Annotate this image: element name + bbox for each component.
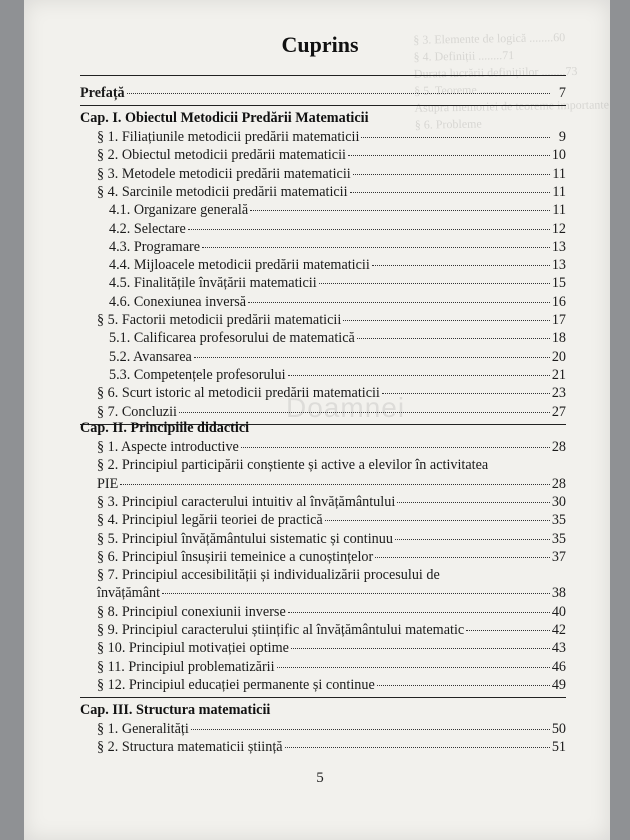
entry-page: 38 (551, 585, 566, 602)
entry-page: 11 (552, 165, 566, 182)
section-divider (80, 75, 566, 76)
entry-title: 4.1. Organizare generală (109, 202, 249, 219)
dot-leader (127, 93, 550, 94)
toc-entry (97, 166, 566, 183)
entry-title-line1: § 2. Principiul participării conștiente și active a elevilor în activitatea (97, 457, 489, 474)
dot-leader (325, 520, 550, 521)
toc-entry (97, 721, 566, 738)
bleed-through-line: Durata lucrării definițiilor ........73 (413, 63, 578, 81)
entry-title: § 5. Factorii metodicii predării matematicii (97, 312, 342, 328)
page-number: 5 (316, 770, 324, 786)
dot-leader (179, 412, 550, 413)
toc-entry (97, 147, 566, 164)
dot-leader (395, 539, 550, 540)
toc-entry (109, 294, 566, 311)
toc-entry (97, 622, 566, 639)
bleed-through-line: § 6. Probleme (414, 116, 482, 132)
toc-entry (97, 129, 566, 146)
entry-title: § 3. Metodele metodicii predării matematicii (97, 165, 351, 182)
bleed-through-line: § 4. Definiții ........71 (413, 47, 515, 64)
chapter-heading: Cap. I. Obiectul Metodicii Predării Matematicii (80, 110, 369, 126)
bleed-through-line: Asupra memoriei de teoreme importante (414, 97, 610, 115)
entry-page: 51 (551, 739, 566, 756)
bleed-through-line: § 3. Elemente de logică ........60 (413, 30, 566, 47)
entry-title: 4.3. Programare (109, 238, 201, 255)
toc-entry (97, 476, 566, 493)
dot-leader (348, 155, 550, 156)
entry-title: 4.2. Selectare (109, 220, 186, 237)
entry-page: 49 (551, 676, 566, 693)
entry-page: 21 (551, 366, 566, 383)
entry-title: PIE (97, 475, 119, 492)
dot-leader (382, 393, 550, 394)
toc-entry (109, 202, 566, 219)
entry-page: 27 (551, 403, 566, 420)
toc-entry (97, 385, 566, 402)
toc-entry (97, 739, 566, 756)
dot-leader (377, 685, 550, 686)
toc-entry (109, 239, 566, 256)
entry-title: § 11. Principiul problematizării (97, 658, 275, 675)
dot-leader (241, 447, 550, 448)
entry-title: 5.2. Avansarea (109, 348, 192, 365)
dot-leader (288, 375, 550, 376)
entry-page: 11 (552, 183, 566, 200)
entry-page: 16 (551, 293, 566, 310)
dot-leader (188, 229, 550, 230)
section-divider (80, 105, 566, 106)
toc-entry (109, 257, 566, 274)
entry-page: 20 (551, 348, 566, 365)
entry-title-line1: § 7. Principiul accesibilității și individualizării procesului de (97, 567, 440, 584)
entry-page: 23 (551, 385, 566, 402)
entry-title: § 2. Obiectul metodicii predării matematicii (97, 147, 346, 164)
toc-entry (97, 549, 566, 566)
entry-page: 28 (551, 475, 566, 492)
chapter-heading: Cap. III. Structura matematicii (80, 702, 271, 718)
dot-leader (248, 302, 550, 303)
entry-title: învățământ (97, 585, 161, 602)
entry-title: § 3. Principiul caracterului intuitiv al învățământului (97, 493, 396, 510)
toc-entry (97, 494, 566, 511)
entry-page: 13 (551, 257, 566, 274)
entry-page: 50 (551, 721, 566, 737)
dot-leader (120, 484, 550, 485)
toc-entry (97, 184, 566, 201)
entry-page: 35 (551, 512, 566, 529)
entry-title: § 10. Principiul motivației optime (97, 640, 289, 657)
dot-leader (191, 729, 550, 730)
dot-leader (162, 593, 550, 594)
dot-leader (285, 747, 550, 748)
toc-entry (109, 367, 566, 384)
entry-title: Prefață (80, 85, 125, 101)
toc-entry (97, 531, 566, 548)
entry-page: 46 (551, 658, 566, 675)
toc-entry (97, 512, 566, 529)
section-divider (80, 697, 566, 698)
entry-title: § 5. Principiul învățământului sistematic și continuu (97, 530, 393, 547)
entry-title: § 4. Sarcinile metodicii predării matematicii (97, 183, 348, 200)
dot-leader (250, 210, 550, 211)
entry-title: § 1. Generalități (97, 721, 189, 737)
entry-page: 9 (558, 129, 566, 145)
entry-page: 30 (551, 493, 566, 510)
entry-title: § 6. Scurt istoric al metodicii predării matematicii (97, 385, 380, 402)
entry-page: 11 (552, 202, 566, 219)
entry-page: 28 (551, 439, 566, 455)
dot-leader (343, 320, 550, 321)
dot-leader (202, 247, 550, 248)
entry-page: 40 (551, 603, 566, 620)
entry-page: 15 (551, 275, 566, 292)
entry-page: 35 (551, 530, 566, 547)
dot-leader (357, 338, 550, 339)
entry-title: 4.5. Finalitățile învățării matematicii (109, 275, 317, 292)
toc-entry (97, 585, 566, 602)
dot-leader (466, 630, 550, 631)
dot-leader (277, 667, 550, 668)
toc-entry (109, 349, 566, 366)
toc-entry (97, 404, 566, 421)
toc-entry (97, 677, 566, 694)
dot-leader (353, 174, 550, 175)
dot-leader (288, 612, 550, 613)
entry-title: 5.3. Competențele profesorului (109, 366, 286, 383)
toc-entry-preface (80, 85, 566, 102)
entry-page: 42 (551, 622, 566, 638)
toc-entry (109, 221, 566, 238)
toc-entry (97, 312, 566, 329)
toc-entry (109, 275, 566, 292)
dot-leader (319, 283, 550, 284)
entry-title: § 6. Principiul însușirii temeinice a cunoștințelor (97, 548, 374, 565)
dot-leader (291, 648, 550, 649)
dot-leader (361, 137, 550, 138)
dot-leader (194, 357, 550, 358)
entry-page: 37 (551, 548, 566, 565)
entry-title: § 2. Structura matematicii știință (97, 739, 283, 756)
entry-page: 13 (551, 238, 566, 255)
chapter-heading: Cap. II. Principiile didactici (80, 420, 250, 436)
entry-title: § 9. Principiul caracterului științific al învățământului matematic (97, 622, 465, 638)
entry-page: 12 (551, 220, 566, 237)
page-title: Cuprins (281, 32, 359, 57)
toc-entry (97, 640, 566, 657)
toc-entry (109, 330, 566, 347)
toc-entry (97, 659, 566, 676)
entry-page: 7 (558, 85, 566, 101)
entry-title: § 12. Principiul educației permanente și continue (97, 676, 375, 693)
toc-entry (97, 439, 566, 456)
bleed-through-line: § 5. Teoreme ........ (414, 82, 504, 98)
entry-page: 17 (551, 312, 566, 328)
entry-title: § 4. Principiul legării teoriei de practică (97, 512, 323, 529)
entry-title: 4.6. Conexiunea inversă (109, 293, 247, 310)
dot-leader (397, 502, 550, 503)
entry-page: 10 (551, 147, 566, 164)
dot-leader (350, 192, 550, 193)
entry-title: 4.4. Mijloacele metodicii predării matematicii (109, 257, 370, 274)
entry-title: § 1. Aspecte introductive (97, 439, 239, 455)
dot-leader (372, 265, 550, 266)
entry-title: § 1. Filiațiunile metodicii predării matematicii (97, 129, 360, 145)
entry-page: 43 (551, 640, 566, 657)
entry-title: 5.1. Calificarea profesorului de matematică (109, 330, 355, 347)
dot-leader (375, 557, 550, 558)
entry-title: § 8. Principiul conexiunii inverse (97, 603, 286, 620)
toc-entry (97, 604, 566, 621)
entry-title: § 7. Concluzii (97, 403, 177, 420)
watermark: Doamnei (286, 392, 406, 423)
entry-page: 18 (551, 330, 566, 347)
